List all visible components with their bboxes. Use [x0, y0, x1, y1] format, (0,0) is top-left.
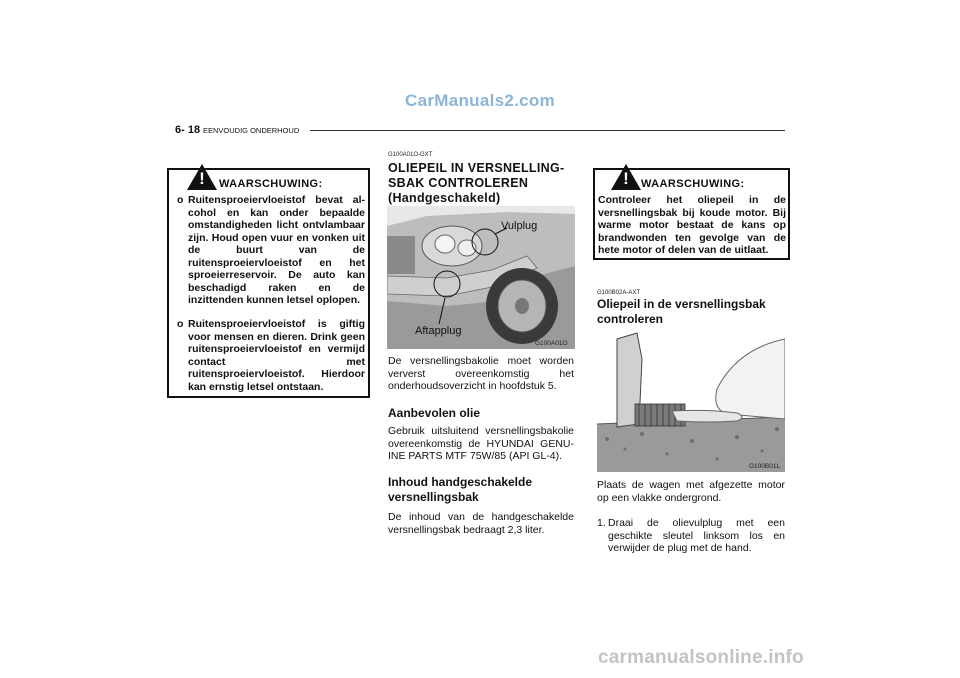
- subheading: Aanbevolen olie: [388, 406, 481, 420]
- label-drain-plug: Aftapplug: [415, 325, 462, 337]
- step-text: Draai de olievulplug met een geschikte sleutel linksom los en verwijder de plug met de hand.: [608, 517, 785, 554]
- warning-item: [177, 194, 365, 307]
- bullet: o: [177, 194, 184, 206]
- bullet: o: [177, 318, 184, 330]
- warning-item-text: Ruitensproeiervloeistof is giftig voor mensen en dieren. Drink geen ruitensproeiervloeistof en vermijd contact met ruitensproeiervloeistof. Hierdoor kan ernstig letsel ontstaan.: [188, 318, 365, 393]
- warning-icon: !: [187, 164, 217, 190]
- section-title: EENVOUDIG ONDERHOUD: [203, 126, 300, 135]
- list-item: [597, 517, 785, 555]
- warning-title: WAARSCHUWING:: [219, 178, 323, 190]
- warning-title: WAARSCHUWING:: [641, 178, 745, 190]
- warning-item-text: Ruitensproeiervloeistof bevat al- cohol en kan onder bepaalde omstandigheden licht ontvlambaar zijn. Houd open vuur en vonken uit de buurt van de ruitensproeiervloeistof en het sproeierreservoir. De auto kan beschadigd raken en de inzittenden kunnen letsel oplopen.: [188, 194, 365, 306]
- watermark-top[interactable]: CarManuals2.com: [405, 91, 555, 110]
- dipstick-illustration: [597, 329, 785, 472]
- image-code: G100A01O: [535, 340, 568, 347]
- warning-item: [177, 318, 365, 393]
- image-code: G100B01L: [749, 463, 781, 470]
- paragraph: Gebruik uitsluitend versnellingsbakolie overeenkomstig de HYUNDAI GENU- INE PARTS MTF 75W/85 (API GL-4).: [388, 425, 574, 462]
- warning-box-left: [167, 168, 370, 398]
- car-illustration: [387, 206, 575, 349]
- paragraph: Plaats de wagen met afgezette motor op een vlakke ondergrond.: [597, 479, 785, 504]
- section-code: G100A01O-GXT: [388, 152, 433, 158]
- subheading: Inhoud handgeschakelde versnellingsbak: [388, 475, 533, 504]
- page-number: 6- 18: [175, 124, 201, 136]
- label-fill-plug: Vulplug: [501, 220, 538, 232]
- warning-icon: !: [611, 164, 641, 190]
- section-code: G100B02A-AXT: [597, 290, 641, 296]
- dipstick-image-svg: [597, 329, 785, 472]
- header-rule: [310, 130, 785, 131]
- paragraph: De inhoud van de handgeschakelde versnellingsbak bedraagt 2,3 liter.: [388, 511, 574, 536]
- paragraph: De versnellingsbakolie moet worden ververst overeenkomstig het onderhoudsoverzicht in hoofdstuk 5.: [388, 355, 574, 392]
- warning-box-right: [593, 168, 790, 260]
- step-number: 1.: [597, 517, 606, 529]
- watermark-bottom: carmanualsonline.info: [598, 647, 804, 668]
- section-heading: OLIEPEIL IN VERSNELLING- SBAK CONTROLEREN (Handgeschakeld): [388, 161, 565, 205]
- section-heading: Oliepeil in de versnellingsbak controleren: [597, 297, 766, 326]
- warning-text: Controleer het oliepeil in de versnellingsbak bij koude motor. Bij warme motor bestaat de kans op brandwonden ten gevolge van de hete motor of delen van de uitlaat.: [598, 194, 786, 256]
